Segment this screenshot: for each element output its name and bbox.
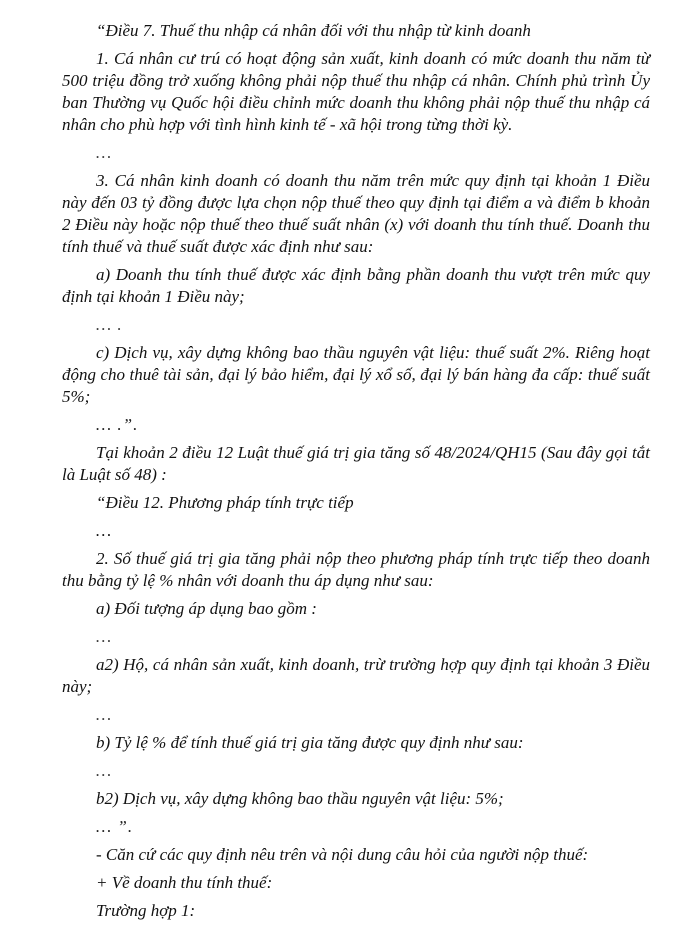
paragraph-point-a: a) Doanh thu tính thuế được xác định bằng phần doanh thu vượt trên mức quy định tại khoản 1 Điều này;: [62, 265, 650, 306]
ellipsis-line: …: [96, 627, 113, 646]
paragraph-clause-2-vat: 2. Số thuế giá trị gia tăng phải nộp theo phương pháp tính trực tiếp theo doanh thu bằng tỷ lệ % nhân với doanh thu áp dụng như sau:: [62, 549, 650, 590]
ellipsis-close-quote: … ”.: [96, 817, 134, 836]
ellipsis-line: …: [96, 143, 113, 162]
ellipsis-line: … .: [96, 315, 123, 334]
paragraph-clause-1: 1. Cá nhân cư trú có hoạt động sản xuất, kinh doanh có mức doanh thu năm từ 500 triệu đồng trở xuống không phải nộp thuế thu nhập cá nhân. Chính phủ trình Ủy ban Thường vụ Quốc hội điều chỉnh mức doanh thu không phải nộp thuế thu nhập cá nhân cho phù hợp với tình hình kinh tế - xã hội trong từng thời kỳ.: [62, 49, 650, 134]
paragraph-point-a2: a2) Hộ, cá nhân sản xuất, kinh doanh, trừ trường hợp quy định tại khoản 3 Điều này;: [62, 655, 650, 696]
ellipsis-close-quote: … .”.: [96, 415, 139, 434]
article-7-heading: “Điều 7. Thuế thu nhập cá nhân đối với thu nhập từ kinh doanh: [96, 21, 531, 40]
paragraph-clause-3: 3. Cá nhân kinh doanh có doanh thu năm trên mức quy định tại khoản 1 Điều này đến 03 tỷ đồng được lựa chọn nộp thuế theo quy định tại điểm a và điểm b khoản 2 Điều này hoặc nộp thuế theo thuế suất nhân (x) với doanh thu tính thuế. Doanh thu tính thuế và thuế suất được xác định như sau:: [62, 171, 650, 256]
paragraph-point-a-vat: a) Đối tượng áp dụng bao gồm :: [96, 599, 317, 618]
conclusion-dash-line: - Căn cứ các quy định nêu trên và nội dung câu hỏi của người nộp thuế:: [96, 845, 589, 864]
ellipsis-line: …: [96, 761, 113, 780]
paragraph-point-b2: b2) Dịch vụ, xây dựng không bao thầu nguyên vật liệu: 5%;: [96, 789, 504, 808]
paragraph-point-b: b) Tỷ lệ % để tính thuế giá trị gia tăng được quy định như sau:: [96, 733, 524, 752]
paragraph-point-c: c) Dịch vụ, xây dựng không bao thầu nguyên vật liệu: thuế suất 2%. Riêng hoạt động cho thuê tài sản, đại lý bảo hiểm, đại lý xổ số, đại lý bán hàng đa cấp: thuế suất 5%;: [62, 343, 650, 406]
case-1-line: Trường hợp 1:: [96, 901, 196, 920]
paragraph-law-48-intro: Tại khoản 2 điều 12 Luật thuế giá trị gia tăng số 48/2024/QH15 (Sau đây gọi tắt là Luật số 48) :: [62, 443, 650, 484]
bold-ellipsis-line: …: [96, 521, 113, 540]
article-12-heading: “Điều 12. Phương pháp tính trực tiếp: [96, 493, 354, 512]
conclusion-plus-line: + Về doanh thu tính thuế:: [96, 873, 273, 892]
ellipsis-line: …: [96, 705, 113, 724]
